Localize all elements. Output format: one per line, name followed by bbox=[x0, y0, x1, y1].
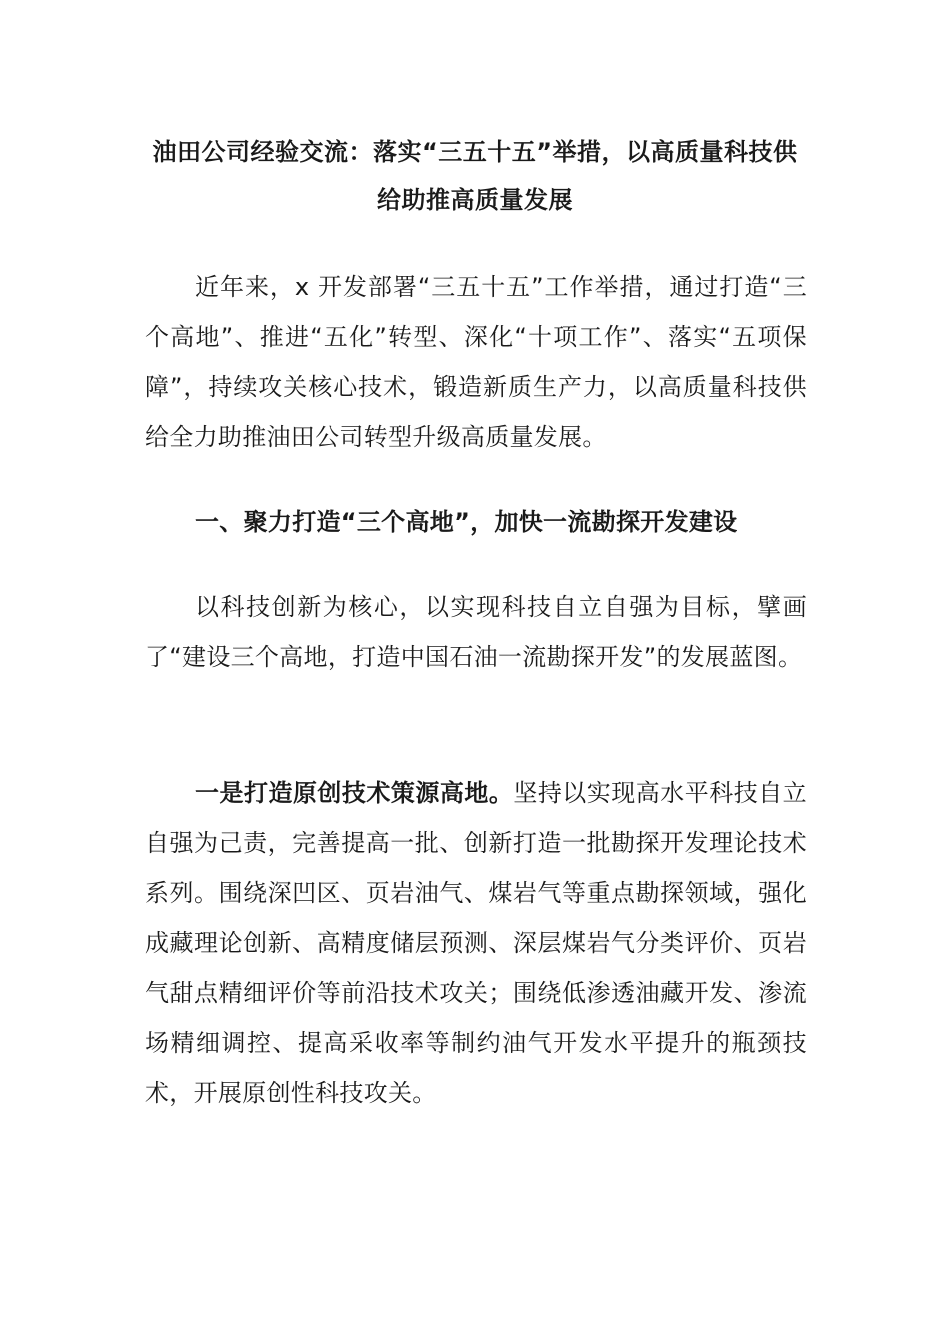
point-1-paragraph bbox=[145, 768, 807, 1118]
section-1-intro-paragraph: 以科技创新为核心，以实现科技自立自强为目标，擘画了“建设三个高地，打造中国石油一流勘探开发”的发展蓝图。 bbox=[145, 593, 807, 671]
intro-paragraph: 近年来，x 开发部署“三五十五”工作举措，通过打造“三个高地”、推进“五化”转型、深化“十项工作”、落实“五项保障”，持续攻关核心技术，锻造新质生产力，以高质量科技供给全力助推油田公司转型升级高质量发展。 bbox=[145, 273, 807, 451]
section-1-heading: 一、聚力打造“三个高地”，加快一流勘探开发建设 bbox=[195, 508, 738, 536]
point-1-body: 坚持以实现高水平科技自立自强为己责，完善提高一批、创新打造一批勘探开发理论技术系列。围绕深凹区、页岩油气、煤岩气等重点勘探领域，强化成藏理论创新、高精度储层预测、深层煤岩气分类评价、页岩气甜点精细评价等前沿技术攻关；围绕低渗透油藏开发、渗流场精细调控、提高采收率等制约油气开发水平提升的瓶颈技术，开展原创性科技攻关。 bbox=[145, 779, 807, 1107]
point-1-lead: 一是打造原创技术策源高地。 bbox=[195, 779, 514, 807]
document-title: 油田公司经验交流：落实“三五十五”举措，以高质量科技供给助推高质量发展 bbox=[152, 138, 798, 214]
